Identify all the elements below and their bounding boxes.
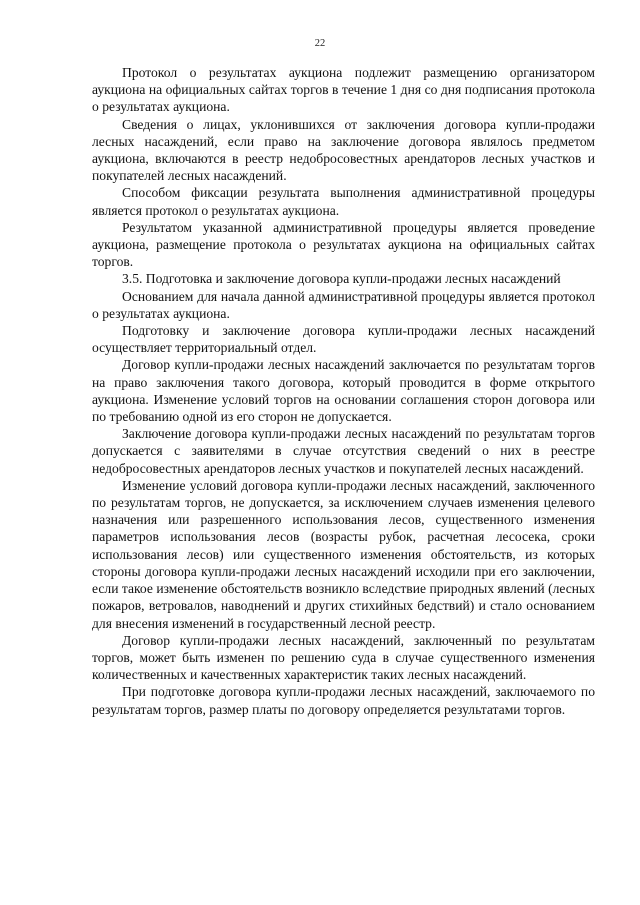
- paragraph-protocol-publication: Протокол о результатах аукциона подлежит размещению организатором аукциона на официальных сайтах торгов в течение 1 дня со дня подписания протокола о результатах аукциона.: [92, 65, 595, 115]
- paragraph-payment-amount: При подготовке договора купли-продажи лесных насаждений, заключаемого по результатам торгов, размер платы по договору определяется результатами торгов.: [92, 684, 595, 717]
- paragraph-applicants-admission: Заключение договора купли-продажи лесных насаждений по результатам торгов допускается с заявителями в случае отсутствия сведений о них в реестре недобросовестных арендаторов лесных участков и покупателей лесных насаждений.: [92, 426, 595, 476]
- paragraph-contract-changes: Изменение условий договора купли-продажи лесных насаждений, заключенного по результатам торгов, не допускается, за исключением случаев изменения целевого назначения или разрешенного использования лесов, существенного изменения параметров использования лесов (возрасты рубок, расчетная лесосека, сроки использования лесов) или существенного изменения обстоятельств, из которых стороны договора купли-продажи лесных насаждений исходили при его заключении, если такое изменение обстоятельств возникло вследствие природных явлений (лесных пожаров, ветровалов, наводнений и других стихийных бедствий) и стало основанием для внесения изменений в государственный лесной реестр.: [92, 477, 595, 631]
- paragraph-contract-conclusion: Договор купли-продажи лесных насаждений заключается по результатам торгов на право заключения такого договора, который проводится в форме открытого аукциона. Изменение условий торгов на основании соглашения сторон договора или по требованию одной из его сторон не допускается.: [92, 357, 595, 425]
- section-heading-3-5: 3.5. Подготовка и заключение договора купли-продажи лесных насаждений: [122, 271, 561, 287]
- paragraph-territorial-department: Подготовку и заключение договора купли-продажи лесных насаждений осуществляет территориальный отдел.: [92, 323, 595, 356]
- page-number: 22: [314, 38, 326, 49]
- document-body: [92, 64, 595, 718]
- paragraph-procedure-result: Результатом указанной административной процедуры является проведение аукциона, размещение протокола о результатах аукциона на официальных сайтах торгов.: [92, 219, 595, 270]
- paragraph-evading-persons: Сведения о лицах, уклонившихся от заключения договора купли-продажи лесных насаждений, если право на заключение договора являлось предметом аукциона, включаются в реестр недобросовестных арендаторов лесных участков и покупателей лесных насаждений.: [92, 116, 595, 184]
- paragraph-fixation-method: Способом фиксации результата выполнения административной процедуры является протокол о результатах аукциона.: [92, 185, 595, 218]
- paragraph-court-changes: Договор купли-продажи лесных насаждений, заключенный по результатам торгов, может быть изменен по решению суда в случае существенного изменения количественных и качественных характеристик таких лесных насаждений.: [92, 632, 595, 683]
- paragraph-procedure-basis: Основанием для начала данной административной процедуры является протокол о результатах аукциона.: [92, 288, 595, 321]
